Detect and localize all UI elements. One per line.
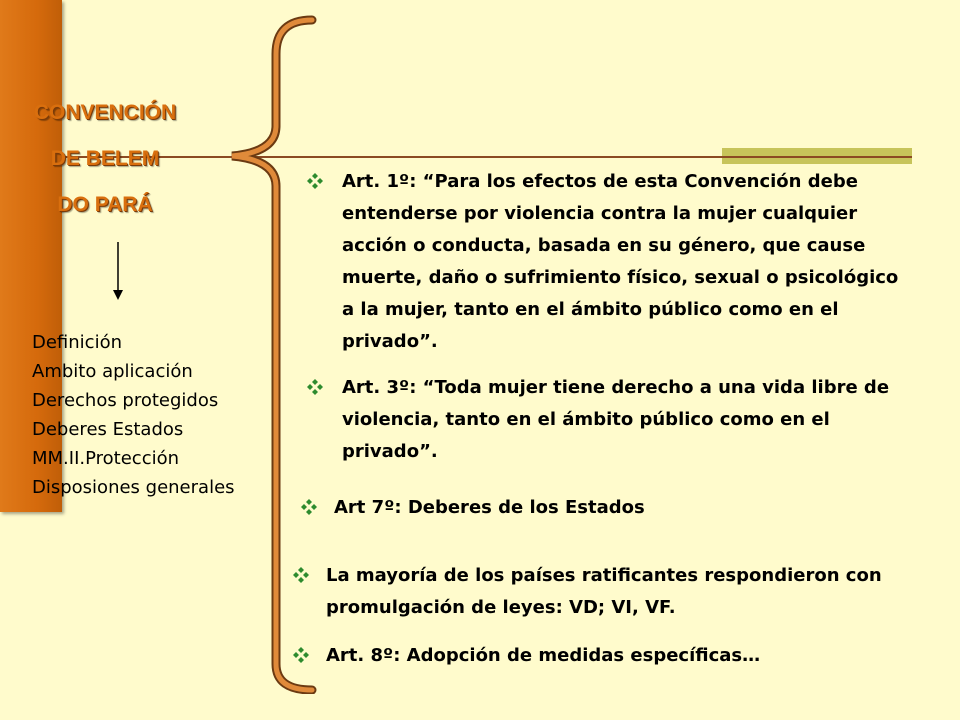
bullet-item-art7 [300,492,900,524]
diamond-bullet-icon [292,646,310,664]
bullet-item-art3 [306,372,906,468]
bullet-item-art8 [292,640,932,672]
diamond-bullet-icon [306,378,324,396]
title-line-2: DE BELEM [50,147,160,170]
topic-list-item: MM.II.Protección [32,448,180,469]
title-line-1: CONVENCIÓN [33,101,177,124]
title-line-3: DO PARÁ [57,193,153,216]
bullet-item-ratification [292,560,932,624]
topic-list [32,328,235,502]
diamond-bullet-icon [300,498,318,516]
bullet-text: Art. 1º: “Para los efectos de esta Convención debe entenderse por violencia contra la mujer cualquier acción o conducta, basada en su género, que cause muerte, daño o sufrimiento físico, sexual o psicológico a la mujer, tanto en el ámbito público como en el privado”. [342,171,899,352]
topic-list-item: Derechos protegidos [32,390,219,411]
diamond-bullet-icon [306,172,324,190]
bullet-text: Art. 3º: “Toda mujer tiene derecho a una vida libre de violencia, tanto en el ámbito público como en el privado”. [342,377,890,462]
topic-list-item: Disposiones generales [32,477,235,498]
bullet-text: Art 7º: Deberes de los Estados [334,497,645,518]
slide-title [0,90,210,228]
divider-accent-line [722,156,912,158]
topic-list-item: Ambito aplicación [32,361,193,382]
bullet-text: Art. 8º: Adopción de medidas específicas… [326,645,761,666]
down-arrow-icon [110,242,126,302]
topic-list-item: Definición [32,332,122,353]
bullet-text: La mayoría de los países ratificantes respondieron con promulgación de leyes: VD; VI, VF. [326,565,882,618]
bullet-item-art1 [306,166,906,358]
topic-list-item: Deberes Estados [32,419,184,440]
diamond-bullet-icon [292,566,310,584]
